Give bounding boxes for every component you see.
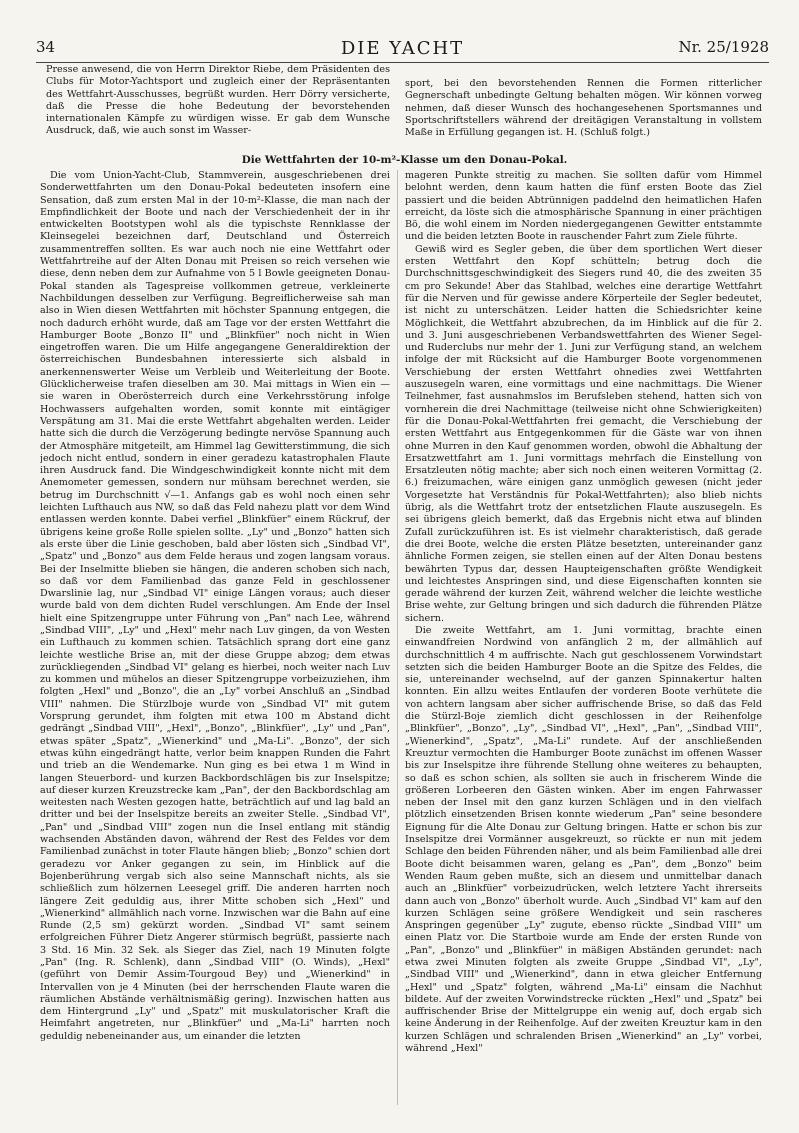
article-heading: Die Wettfahrten der 10-m²-Klasse um den Donau-Pokal. xyxy=(241,154,568,166)
top-right-column xyxy=(405,78,762,150)
article-right-column xyxy=(405,170,762,1105)
top-left-paragraph: Presse anwesend, die von Herrn Direktor Riebe, dem Präsidenten des Clubs für Motor-Yachtsport und zugleich einer der Repräsentanten des Wettfahrt-Ausschusses, begrüßt wurden. Herr Dörry versicherte, daß die Presse die hohe Bedeutung der bevorstehenden internationalen Kämpfe zu würdigen wisse. Er gab dem Wunsche Ausdruck, daß, wie auch sonst im Wasser- xyxy=(46,64,390,137)
journal-title: DIE YACHT xyxy=(340,38,465,59)
article-left-column xyxy=(40,170,390,1105)
top-right-paragraph: sport, bei den bevorstehenden Rennen die Formen ritterlicher Gegnerschaft unbedingte Geltung behalten mögen. Wir können vorweg nehmen, daß dieser Wunsch des hochangesehenen Sportsmannes und Sportschriftstellers während der dreitägigen Veranstaltung in vollstem Maße in Erfüllung gegangen ist. H. (Schluß folgt.) xyxy=(405,78,762,139)
article-paragraph: Die vom Union-Yacht-Club, Stammverein, ausgeschriebenen drei Sonderwettfahrten um den Donau-Pokal bedeuteten insofern eine Sensation, daß zum ersten Mal in der 10-m²-Klasse, die man nach der Empfindlichkeit der Boote und nach der Verschiedenheit der in ihr entwickelten Bootstypen wohl als die typischste Rennklasse der Kleinsegelei bezeichnen darf, Deutschland und Österreich zusammentreffen sollten. Es war auch noch nie eine Wettfahrt oder Wettfahrtreihe auf der Alten Donau mit Preisen so reich versehen wie diese, denn neben dem zur Aufnahme von 5 l Bowle geeigneten Donau-Pokal standen als Tagespreise vollkommen getreue, verkleinerte Nachbildungen desselben zur Verfügung. Begreiflicherweise sah man also in Wien diesen Wettfahrten mit höchster Spannung entgegen, die noch dadurch erhöht wurde, daß am Tage vor der ersten Wettfahrt die Hamburger Boote „Bonzo II" und „Blinkfüer" noch nicht in Wien eingetroffen waren. Die um Hilfe angegangene Generaldirektion der österreichischen Bundesbahnen interessierte sich alsbald in anerkennenswerter Weise um Verbleib und Weiterleitung der Boote. Glücklicherweise trafen dieselben am 30. Mai mittags in Wien ein — sie waren in Oberösterreich durch eine Verkehrsstörung infolge Hochwassers aufgehalten worden, somit konnte mit eintägiger Verspätung am 31. Mai die erste Wettfahrt abgehalten werden. Leider hatte sich die durch die Verzögerung bedingte nervöse Spannung auch der Atmosphäre mitgeteilt, am Himmel lag Gewitterstimmung, die sich jedoch nicht entlud, sondern in einer geradezu katastrophalen Flaute ihren Ausdruck fand. Die Windgeschwindigkeit konnte nicht mit dem Anemometer gemessen, sondern nur mühsam berechnet werden, sie betrug im Durchschnitt √—1. Anfangs gab es wohl noch einen sehr leichten Lufthauch aus NW, so daß das Feld nahezu platt vor dem Wind entlassen werden konnte. Dabei verfiel „Blinkfüer" einem Rückruf, der übrigens keine große Rolle spielen sollte. „Ly" und „Bonzo" hatten sich als erste über die Linie geschoben, bald aber lösten sich „Sindbad VI", „Spatz" und „Bonzo" aus dem Felde heraus und zogen langsam voraus. Bei der Inselmitte blieben sie hängen, die anderen schoben sich nach, so daß vor dem Familienbad das ganze Feld in geschlossener Dwarslinie lag, nur „Sindbad VI" einige Längen voraus; auch dieser wurde bald von dem dichten Rudel verschlungen. Am Ende der Insel hielt eine Spitzengruppe unter Führung von „Pan" nach Lee, während „Sindbad VIII", „Ly" und „Hexl" mehr nach Luv gingen, da von Westen ein Lufthauch zu kommen schien. Tatsächlich sprang dort eine ganz leichte westliche Brise an, mit der diese Gruppe abzog; dem etwas zurückliegenden „Sindbad VI" gelang es hierbei, noch weiter nach Luv zu kommen und mühelos an dieser Spitzengruppe vorbeizuziehen, ihm folgten „Hexl" und „Bonzo", die an „Ly" vorbei Anschluß an „Sindbad VIII" nahmen. Die Stürzlboje wurde von „Sindbad VI" mit gutem Vorsprung gerundet, ihm folgten mit etwa 100 m Abstand dicht gedrängt „Sindbad VIII", „Hexl", „Bonzo", „Blinkfüer", „Ly" und „Pan", etwas später „Spatz", „Wienerkind" und „Ma-Li". „Bonzo", der sich etwas kühn eingedrängt hatte, verlor beim knappen Runden die Fahrt und trieb an die Wendemarke. Nun ging es bei etwa 1 m Wind in langen Steuerbord- und kurzen Backbordschlägen bis zur Inselspitze; auf dieser kurzen Kreuzstrecke kam „Pan", der den Backbordschlag am weitesten nach Westen gezogen hatte, beträchtlich auf und lag bald an dritter und bei der Inselspitze bereits an zweiter Stelle. „Sindbad VI", „Pan" und „Sindbad VIII" zogen nun die Insel entlang mit ständig wachsenden Abständen davon, während der Rest des Feldes vor dem Familienbad zunächst in toter Flaute hängen blieb; „Bonzo" schien dort geradezu vor Anker gegangen zu sein, im Hinblick auf die Bojenberührung vergab sich also seine Mannschaft nichts, als sie schließlich zum hölzernen Leesegel griff. Die anderen harrten noch längere Zeit geduldig aus, ihrer Mitte schoben sich „Hexl" und „Wienerkind" allmählich nach vorne. Inzwischen war die Bahn auf eine Runde (2,5 sm) gekürzt worden. „Sindbad VI" samt seinem erfolgreichen Führer Dietz Angerer stürmisch begrüßt, passierte nach 3 Std. 16 Min. 32 Sek. als Sieger das Ziel, nach 19 Minuten folgte „Pan" (Ing. R. Schlenk), dann „Sindbad VIII" (O. Winds), „Hexl" (geführt von Demir Assim-Tourgoud Bey) und „Wienerkind" in Intervallen von je 4 Minuten (bei der herrschenden Flaute waren die räumlichen Abstände verhältnismäßig gering). Inzwischen hatten aus dem Hintergrund „Ly" und „Spatz" mit muskulatorischer Kraft die Heimfahrt angetreten, nur „Blinkfüer" und „Ma-Li" harrten noch geduldig nebeneinander aus, um einander die letzten xyxy=(40,170,390,1042)
article-paragraph: Gewiß wird es Segler geben, die über dem sportlichen Wert dieser ersten Wettfahrt den Kopf schütteln; betrug doch die Durchschnittsgeschwindigkeit des Siegers rund 40, die des zweiten 35 cm pro Sekunde! Aber das Stahlbad, welches eine derartige Wettfahrt für die Nerven und für gewisse andere Körperteile der Segler bedeutet, ist nicht zu unterschätzen. Leider hatten die Schiedsrichter keine Möglichkeit, die Wettfahrt abzubrechen, da im Hinblick auf die für 2. und 3. Juni ausgeschriebenen Verbandswettfahrten des Wiener Segel- und Ruderclubs nur mehr der 1. Juni zur Verfügung stand, an welchem infolge der mit Rücksicht auf die Hamburger Boote vorgenommenen Verschiebung der ersten Wettfahrt ohnedies zwei Wettfahrten auszusegeln waren, eine vormittags und eine nachmittags. Die Wiener Teilnehmer, fast ausnahmslos im Berufsleben stehend, hatten sich von vornherein die drei Nachmittage (teilweise nicht ohne Schwierigkeiten) für die Donau-Pokal-Wettfahrten frei gemacht, die Verschiebung der ersten Wettfahrt aus Entgegenkommen für die Gäste war von ihnen ohne Murren in den Kauf genommen worden, obwohl die Abhaltung der Ersatzwettfahrt am 1. Juni vormittags mehrfach die Einstellung von Ersatzleuten nötig machte; aber sich noch einen weiteren Vormittag (2. 6.) freizumachen, wäre einigen ganz unmöglich gewesen (nicht jeder Vorgesetzte hat Verständnis für Pokal-Wettfahrten); also blieb nichts übrig, als die Wettfahrt trotz der entsetzlichen Flaute auszusegeln. Es sei übrigens gleich bemerkt, daß das Ergebnis nicht etwa auf blinden Zufall zurückzuführen ist. Es ist vielmehr charakteristisch, daß gerade die drei Boote, welche die ersten Plätze besetzten, untereinander ganz ähnliche Formen zeigen, sie stellen einen auf der Alten Donau bestens bewährten Typus dar, dessen Haupteigenschaften größte Wendigkeit und leichtestes Anspringen sind, und diese Eigenschaften konnten sie gerade während der kurzen Zeit, während welcher die leichte westliche Brise wehte, zur Geltung bringen und sich dadurch die führenden Plätze sichern. xyxy=(405,243,762,624)
article-paragraph: mageren Punkte streitig zu machen. Sie sollten dafür vom Himmel belohnt werden, denn kaum hatten die fünf ersten Boote das Ziel passiert und die beiden Abtrünnigen paddelnd den heimatlichen Hafen erreicht, da löste sich die atmosphärische Spannung in einer prächtigen Bö, die wohl einem im Norden niedergegangenen Gewitter entstammte und die beiden letzten Boote in rauschender Fahrt zum Ziele führte. xyxy=(405,170,762,243)
article-paragraph: Die zweite Wettfahrt, am 1. Juni vormittag, brachte einen einwandfreien Nordwind von anfänglich 2 m, der allmählich auf durchschnittlich 4 m auffrischte. Nach gut geschlossenem Vorwindstart setzten sich die beiden Hamburger Boote an die Spitze des Feldes, die sie, untereinander wechselnd, auf der ganzen Spinnakertur halten konnten. Ein allzu weites Entlaufen der vorderen Boote verhütete die von achtern langsam aber sicher auffrischende Brise, so daß das Feld die Stürzl-Boje ziemlich dicht geschlossen in der Reihenfolge „Blinkfüer", „Bonzo", „Ly", „Sindbad VI", „Hexl", „Pan", „Sindbad VIII", „Wienerkind", „Spatz", „Ma-Li" rundete. Auf der anschließenden Kreuztur vermochten die Hamburger Boote zunächst im offenen Wasser bis zur Inselspitze ihre führende Stellung ohne weiteres zu behaupten, so daß es schon schien, als sollten sie auch in frischerem Winde die größeren Lorbeeren den Gästen winken. Aber im engen Fahrwasser neben der Insel mit den ganz kurzen Schlägen und in den vielfach plötzlich einsetzenden Brisen konnte wiederum „Pan" seine besondere Eignung für die Alte Donau zur Geltung bringen. Hatte er schon bis zur Inselspitze drei Vormänner ausgekreuzt, so rückte er nun mit jedem Schlage den beiden Führenden näher, und als beim Familienbad alle drei Boote dicht beisammen waren, gelang es „Pan", dem „Bonzo" beim Wenden Raum geben mußte, sich an diesem und unmittelbar danach auch an „Blinkfüer" vorbeizudrücken, welch letztere Yacht ihrerseits dann auch von „Bonzo" überholt wurde. Auch „Sindbad VI" kam auf den kurzen Schlägen seine größere Wendigkeit und sein rascheres Anspringen gegenüber „Ly" zugute, ebenso rückte „Sindbad VIII" um einen Platz vor. Die Startboie wurde am Ende der ersten Runde von „Pan", „Bonzo" und „Blinkfüer" in mäßigen Abständen gerundet: nach etwa zwei Minuten folgten als zweite Gruppe „Sindbad VI", „Ly", „Sindbad VIII" und „Wienerkind", dann in etwa gleicher Entfernung „Hexl" und „Spatz" folgten, während „Ma-Li" einsam die Nachhut bildete. Auf der zweiten Vorwindstrecke rückten „Hexl" und „Spatz" bei auffrischender Brise der Mittelgruppe ein wenig auf, doch ergab sich keine Änderung in der Reihenfolge. Auf der zweiten Kreuztur kam in den kurzen Schlägen und schralenden Brisen „Wienerkind" an „Ly" vorbei, während „Hexl" xyxy=(405,624,762,1055)
page-number: 34 xyxy=(36,38,56,56)
header-rule xyxy=(36,62,769,63)
top-left-column xyxy=(46,64,390,150)
issue-number: Nr. 25/1928 xyxy=(678,38,769,56)
page-header xyxy=(36,38,769,62)
column-divider xyxy=(397,170,398,1105)
